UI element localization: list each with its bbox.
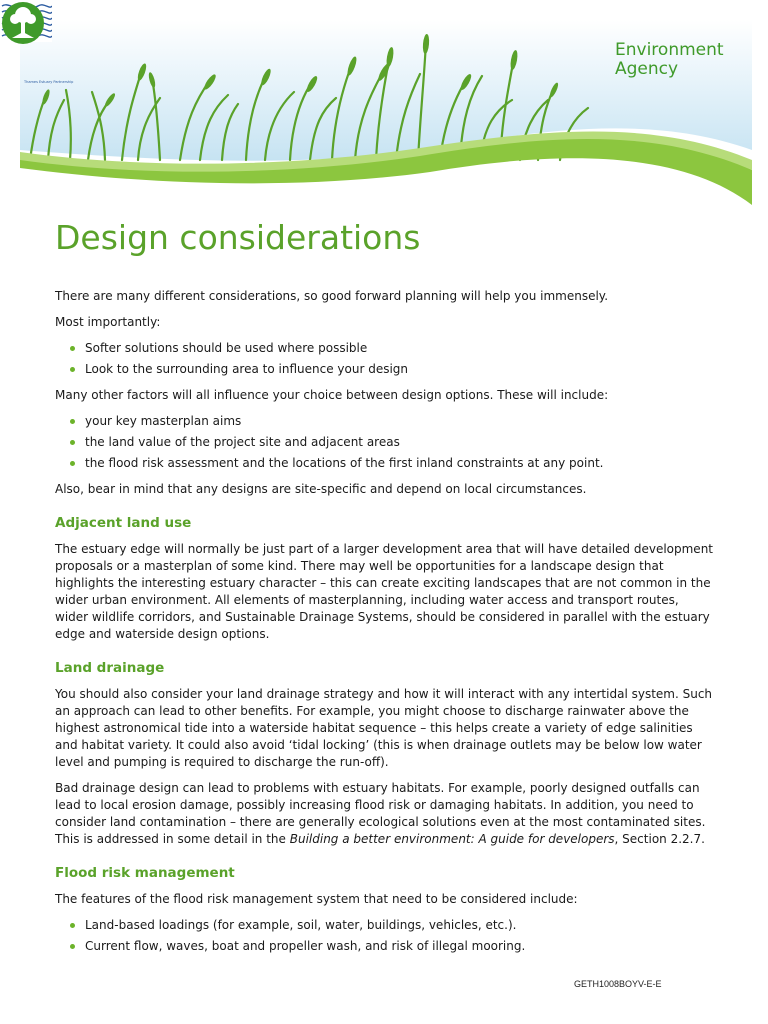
document-code: GETH1008BOYV-E-E (574, 979, 662, 989)
document-body (55, 216, 715, 964)
list-item: the land value of the project site and adjacent areas (85, 434, 715, 451)
priority-list (55, 340, 715, 378)
factors-list (55, 413, 715, 472)
list-item: Look to the surrounding area to influence your design (85, 361, 715, 378)
environment-agency-logo (0, 0, 180, 50)
adjacent-land-use-paragraph: The estuary edge will normally be just part of a larger development area that will have detailed development proposals or a masterplan of some kind. There may well be opportunities for a landscape design that highlights the interesting estuary character – this can create exciting landscapes that are not common in the wider urban environment. All elements of masterplanning, including water access and transport routes, wider wildlife corridors, and Sustainable Drainage Systems, should be considered in parallel with the estuary edge and waterside design options. (55, 542, 714, 641)
site-specific-note: Also, bear in mind that any designs are site-specific and depend on local circumstances. (55, 482, 587, 496)
list-item: Current flow, waves, boat and propeller wash, and risk of illegal mooring. (85, 938, 715, 955)
list-item: the flood risk assessment and the locations of the first inland constraints at any point. (85, 455, 715, 472)
brand-line-2: Agency (615, 59, 679, 79)
land-drainage-paragraph-2 (55, 780, 715, 848)
header-banner (0, 0, 768, 205)
page-title: Design considerations (55, 218, 421, 257)
flood-risk-paragraph: The features of the flood risk management system that need to be considered include: (55, 892, 578, 906)
guide-title: Building a better environment: A guide for developers (289, 832, 615, 846)
drainage-text-start: Bad drainage design can lead to problems with estuary habitats. For example, poorly designed outfalls can lead to local erosion damage, possibly increasing flood risk or damaging habitats. In addition, you need to consider land contamination – there are generally ecological solutions even at the most contaminated sites. This is addressed in some detail in the (55, 781, 706, 846)
brand-line-1: Environment (615, 40, 724, 60)
partner-caption: Thames Estuary Partnership (24, 80, 74, 84)
section-heading-flood-risk-management: Flood risk management (55, 865, 235, 881)
most-importantly-label: Most importantly: (55, 315, 161, 329)
section-heading-adjacent-land-use: Adjacent land use (55, 515, 192, 531)
intro-paragraph: There are many different considerations, so good forward planning will help you immensely. (55, 289, 609, 303)
factors-intro: Many other factors will all influence your choice between design options. These will include: (55, 388, 609, 402)
section-heading-land-drainage: Land drainage (55, 660, 165, 676)
flood-risk-list (55, 917, 715, 955)
list-item: your key masterplan aims (85, 413, 715, 430)
drainage-text-end: , Section 2.2.7. (614, 832, 705, 846)
list-item: Softer solutions should be used where possible (85, 340, 715, 357)
land-drainage-paragraph-1: You should also consider your land drainage strategy and how it will interact with any intertidal system. Such an approach can lead to other benefits. For example, you might choose to discharge rainwater above the highest astronomical tide into a waterside habitat sequence – this helps create a variety of edge salinities and habitat variety. It could also avoid ‘tidal locking’ (this is when drainage outlets may be below low water level and pumping is required to discharge the run-off). (55, 687, 713, 769)
list-item: Land-based loadings (for example, soil, water, buildings, vehicles, etc.). (85, 917, 715, 934)
brand-name (615, 41, 724, 79)
